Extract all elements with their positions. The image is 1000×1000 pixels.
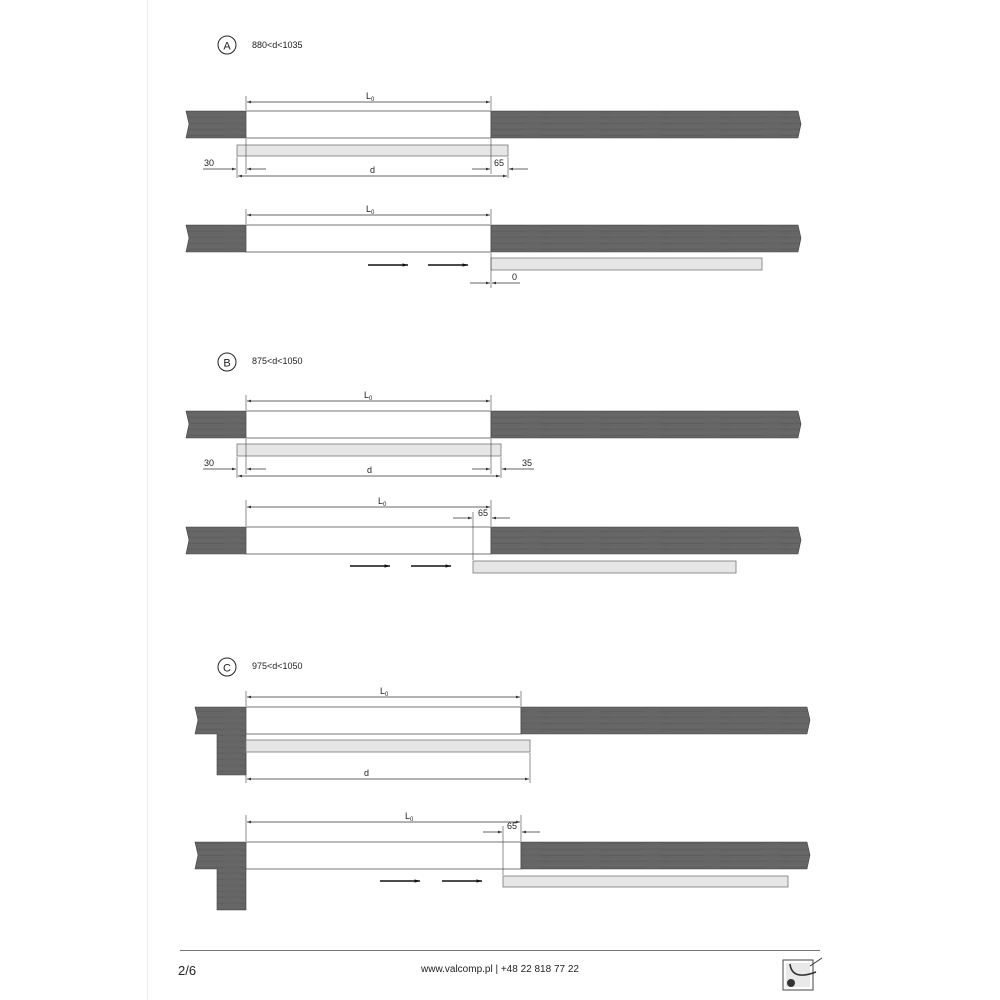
opening [246, 842, 521, 869]
wall-right [491, 225, 801, 252]
wall-right [521, 842, 810, 869]
section-a-step-2 [186, 204, 801, 288]
opening [246, 111, 491, 138]
section-b-step-1 [186, 390, 801, 478]
d-label: d [367, 465, 373, 475]
wall-left-l-shaped [195, 842, 246, 910]
right-offset-label: 35 [522, 458, 533, 468]
gap-label: 0 [512, 272, 518, 282]
opening [246, 707, 521, 734]
l0-label: $L_0$ [366, 204, 375, 216]
opening [246, 411, 491, 438]
left-offset-label: 30 [204, 458, 215, 468]
section-c [195, 658, 810, 910]
l0-label: $L_0$ [405, 811, 414, 823]
section-c-step-2 [195, 811, 810, 910]
d-label: d [370, 165, 376, 175]
overlap-label: 65 [507, 821, 518, 831]
section-a [186, 36, 801, 288]
wall-left [186, 411, 246, 438]
wall-left [186, 527, 246, 554]
opening [246, 225, 491, 252]
section-marker: A [223, 40, 231, 53]
l0-label: $L_0$ [378, 496, 387, 508]
wall-left [186, 225, 246, 252]
section-marker: B [223, 357, 231, 370]
section-b [186, 353, 801, 573]
right-offset-label: 65 [494, 158, 505, 168]
section-marker: C [223, 662, 231, 675]
range-label: 880<d<1035 [252, 40, 303, 50]
opening [246, 527, 491, 554]
door-panel [237, 444, 501, 456]
wall-right [491, 111, 801, 138]
page-number: 2/6 [178, 963, 197, 978]
section-a-step-1 [186, 91, 801, 178]
wall-right [491, 527, 801, 554]
l0-label: $L_0$ [364, 390, 373, 402]
wall-left [186, 111, 246, 138]
door-panel [503, 876, 788, 887]
l0-label: $L_0$ [366, 91, 375, 103]
range-label: 875<d<1050 [252, 356, 303, 366]
range-label: 975<d<1050 [252, 661, 303, 671]
wall-left-l-shaped [195, 707, 246, 775]
overlap-label: 65 [478, 508, 489, 518]
door-panel [237, 145, 508, 156]
door-panel [246, 740, 530, 752]
wall-right [491, 411, 801, 438]
l0-label: $L_0$ [380, 686, 389, 698]
footer-contact: www.valcomp.pl | +48 22 818 77 22 [421, 964, 579, 975]
section-c-step-1 [195, 686, 810, 783]
door-panel [491, 258, 762, 270]
footer-divider [180, 950, 820, 951]
section-b-step-2 [186, 496, 801, 573]
d-label: d [364, 768, 370, 778]
door-panel [473, 561, 736, 573]
left-offset-label: 30 [204, 158, 215, 168]
wall-right [521, 707, 810, 734]
